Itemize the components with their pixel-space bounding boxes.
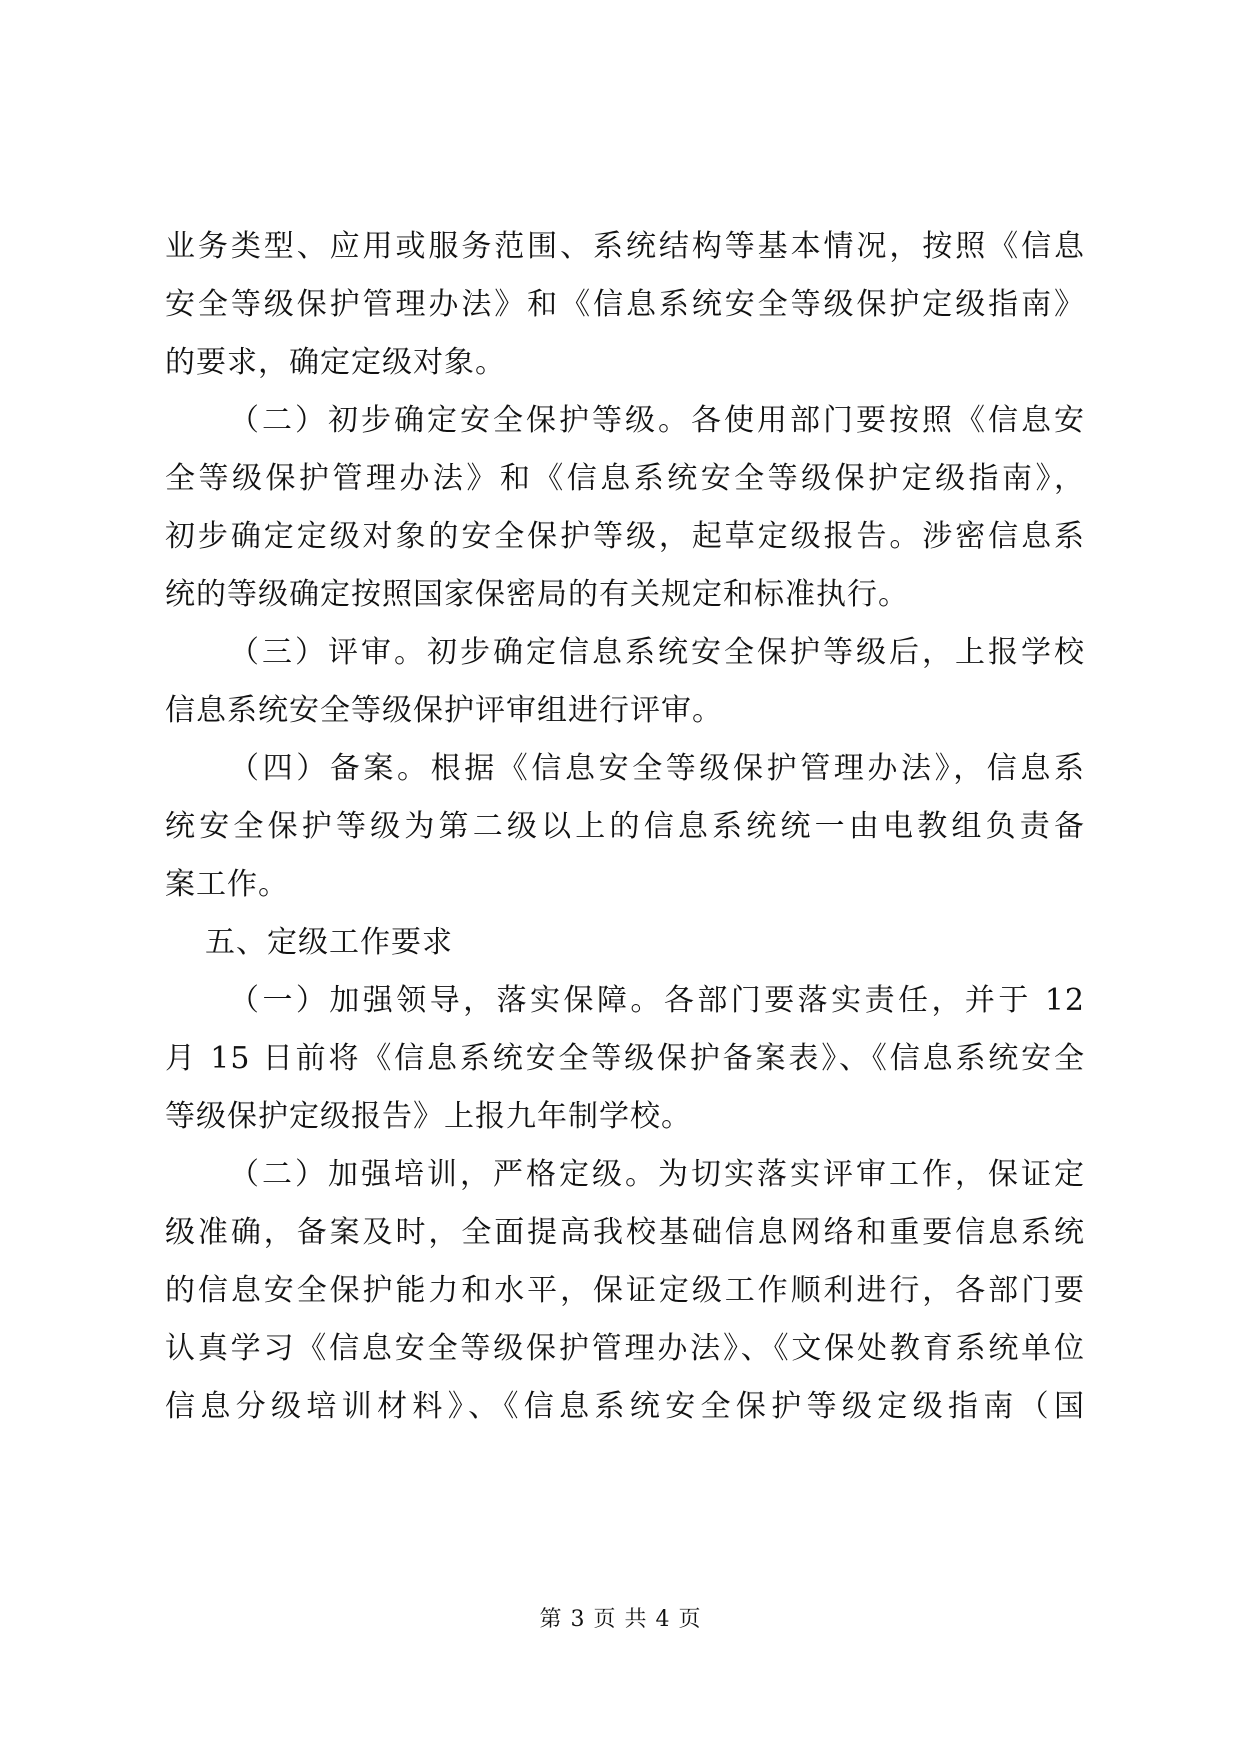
text-line: 统安全保护等级为第二级以上的信息系统统一由电教组负责备 [165, 809, 1085, 844]
text-line: （四）备案。根据《信息安全等级保护管理办法》，信息系 [229, 751, 1085, 786]
text-line: 认真学习《信息安全等级保护管理办法》、《文保处教育系统单位 [165, 1331, 1085, 1366]
text-line: 的要求，确定定级对象。 [165, 345, 506, 380]
text-line: 的信息安全保护能力和水平，保证定级工作顺利进行，各部门要 [165, 1273, 1085, 1308]
text-line: 安全等级保护管理办法》和《信息系统安全等级保护定级指南》 [165, 287, 1085, 322]
text-line: 初步确定定级对象的安全保护等级，起草定级报告。涉密信息系 [165, 519, 1085, 554]
text-line: （一）加强领导，落实保障。各部门要落实责任，并于 12 [229, 983, 1085, 1018]
text-line: （二）初步确定安全保护等级。各使用部门要按照《信息安 [229, 403, 1085, 438]
text-line: 全等级保护管理办法》和《信息系统安全等级保护定级指南》， [165, 461, 1085, 496]
text-line: 信息分级培训材料》、《信息系统安全保护等级定级指南（国 [165, 1389, 1085, 1424]
text-line: 级准确，备案及时，全面提高我校基础信息网络和重要信息系统 [165, 1215, 1085, 1250]
text-line: 月 15 日前将《信息系统安全等级保护备案表》、《信息系统安全 [165, 1041, 1085, 1076]
text-line: 信息系统安全等级保护评审组进行评审。 [165, 693, 723, 728]
text-line: 统的等级确定按照国家保密局的有关规定和标准执行。 [165, 577, 909, 612]
text-line: （三）评审。初步确定信息系统安全保护等级后，上报学校 [229, 635, 1085, 670]
section-heading: 五、定级工作要求 [205, 925, 453, 960]
text-line: （二）加强培训，严格定级。为切实落实评审工作，保证定 [229, 1157, 1085, 1192]
text-line: 案工作。 [165, 867, 289, 902]
text-line: 等级保护定级报告》上报九年制学校。 [165, 1099, 692, 1134]
page-number-footer: 第 3 页 共 4 页 [539, 1607, 702, 1632]
text-line: 业务类型、应用或服务范围、系统结构等基本情况，按照《信息 [165, 229, 1085, 264]
